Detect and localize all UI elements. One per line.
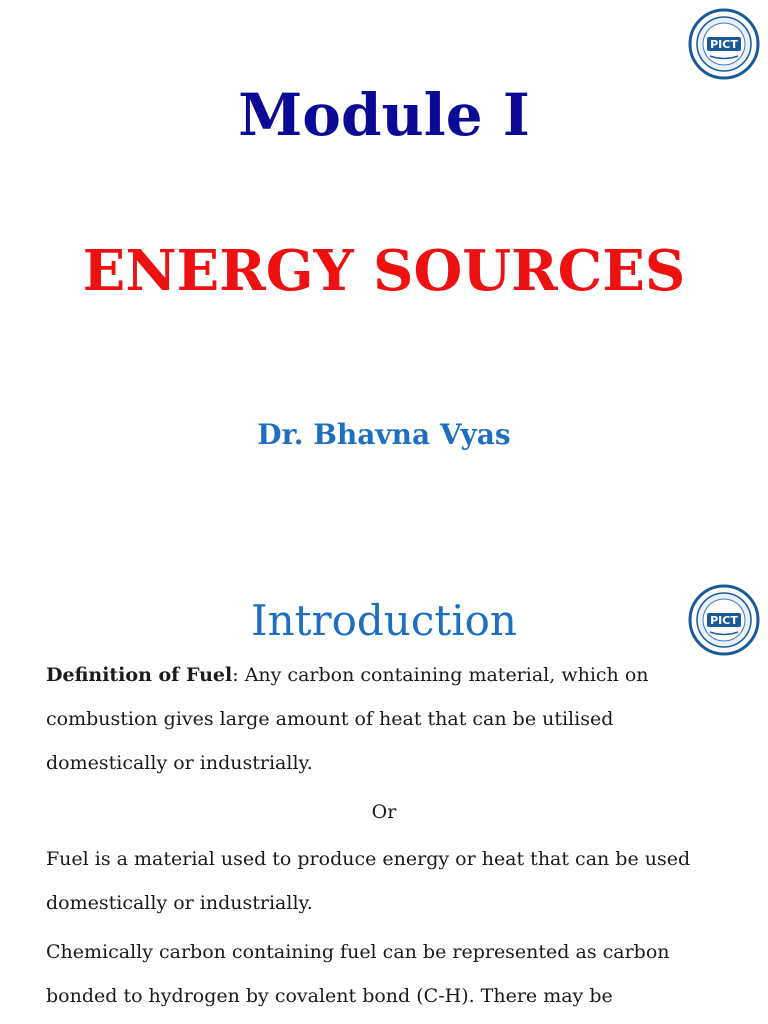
definition-paragraph: [46, 653, 736, 785]
logo-text: PICT: [710, 38, 738, 51]
pict-logo-icon: [688, 8, 760, 80]
author-name: Dr. Bhavna Vyas: [257, 418, 511, 451]
logo-text: PICT: [710, 614, 738, 627]
or-separator: Or: [371, 801, 397, 823]
paragraph-fuel: Fuel is a material used to produce energy or heat that can be used domestically or industrially.: [46, 848, 691, 914]
module-title: Module I: [238, 81, 530, 149]
slide-2: [0, 580, 768, 1024]
module-subtitle: ENERGY SOURCES: [82, 238, 686, 304]
paragraph-chemical: Chemically carbon containing fuel can be represented as carbon bonded to hydrogen by covalent bond (C-H). There may be: [46, 941, 670, 1007]
definition-text: : Any carbon containing material, which on combustion gives large amount of heat that can be utilised domestically or industrially.: [46, 664, 649, 774]
definition-term: Definition of Fuel: [46, 664, 233, 686]
section-heading: Introduction: [251, 596, 517, 645]
